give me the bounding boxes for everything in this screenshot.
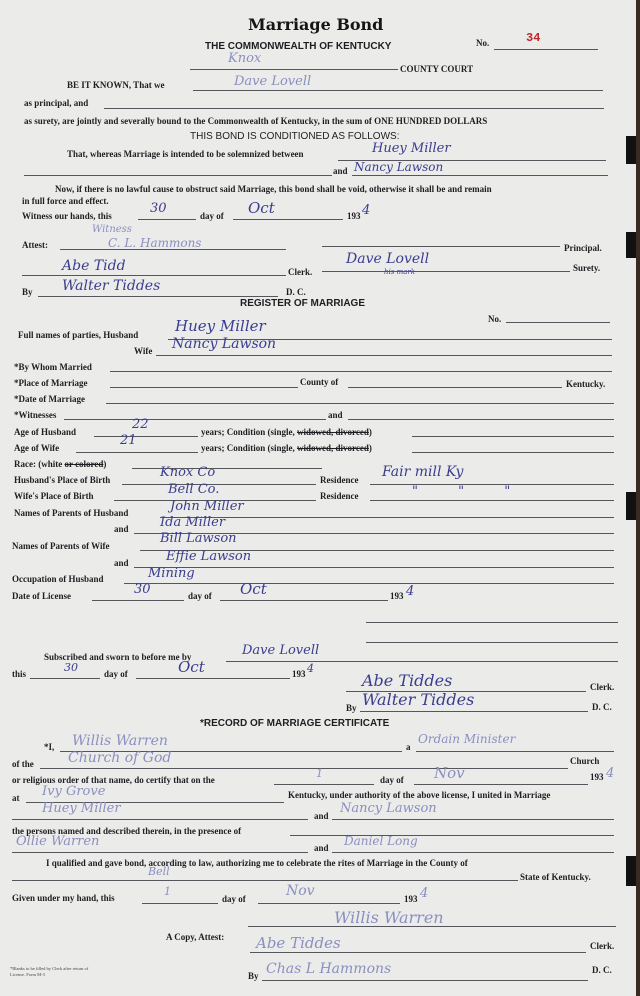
by-whom-line	[110, 371, 612, 372]
cert-month-handwritten: Nov	[434, 764, 465, 782]
cert-year-prefix: 193	[590, 772, 604, 782]
sworn-day-handwritten: 30	[64, 661, 78, 674]
bond-year-handwritten: 4	[362, 203, 371, 218]
cert-persons-named: the persons named and described therein, in the presence of	[12, 826, 242, 836]
cert-day-of: day of	[380, 775, 404, 785]
age-husband-label: Age of Husband	[14, 427, 77, 437]
copy-clerk-line	[250, 952, 586, 953]
as-principal-text: as principal, and	[24, 98, 89, 108]
bond-month-line	[233, 219, 343, 220]
cert-and: and	[314, 811, 329, 821]
cert-persons-line	[290, 835, 614, 836]
license-year-handwritten: 4	[406, 584, 415, 599]
groom-line-2	[24, 175, 332, 176]
age-wife-label: Age of Wife	[14, 443, 60, 453]
date-of-marriage-label: *Date of Marriage	[14, 394, 85, 404]
cert-husband-line	[12, 819, 308, 820]
attest-witness-handwritten: Witness	[92, 224, 132, 235]
full-names-label: Full names of parties, Husband	[18, 330, 139, 340]
bond-clerk-handwritten: Abe Tidd	[62, 258, 126, 274]
mother-wife-handwritten: Effie Lawson	[166, 549, 252, 564]
race-struck: or colored	[64, 459, 104, 469]
principal-signature-handwritten: Dave Lovell	[346, 251, 430, 267]
condition-prefix: years; Condition (single,	[201, 427, 295, 437]
bond-dc-handwritten: Walter Tiddes	[62, 278, 161, 294]
race-suffix: )	[103, 459, 107, 469]
register-no-label: No.	[488, 314, 502, 324]
license-day-handwritten: 30	[134, 582, 151, 597]
occupation-handwritten: Mining	[148, 566, 195, 581]
cert-signature-handwritten: Willis Warren	[334, 908, 444, 927]
cert-and-2: and	[314, 843, 329, 853]
license-month-line	[220, 600, 388, 601]
blank-line-2	[366, 642, 618, 643]
principal-line	[193, 90, 603, 91]
sworn-dc-handwritten: Walter Tiddes	[362, 690, 475, 709]
attest-label: Attest:	[22, 240, 48, 250]
wife-birth-label: Wife's Place of Birth	[14, 491, 94, 501]
age-wife-condition	[201, 443, 372, 453]
conditioned-heading: THIS BOND IS CONDITIONED AS FOLLOWS:	[190, 131, 400, 142]
subscribed-text: Subscribed and sworn to before me by	[44, 652, 192, 662]
sworn-day-of: day of	[104, 669, 128, 679]
bride-line	[352, 175, 608, 176]
mother-husband-handwritten: Ida Miller	[160, 515, 226, 530]
be-it-known-text: BE IT KNOWN, That we	[67, 80, 165, 90]
license-day-of: day of	[188, 591, 212, 601]
sworn-this: this	[12, 669, 27, 679]
bond-by-label: By	[22, 287, 33, 297]
county-line	[190, 69, 398, 70]
sworn-year-handwritten: 4	[307, 662, 314, 675]
sworn-by-label: By	[346, 703, 357, 713]
cert-i-label: *I,	[44, 742, 55, 752]
register-wife-label: Wife	[134, 346, 153, 356]
by-whom-label: *By Whom Married	[14, 362, 92, 372]
principal-sign-line	[322, 246, 560, 247]
copy-clerk-label: Clerk.	[590, 941, 615, 951]
place-label: *Place of Marriage	[14, 378, 88, 388]
license-day-line	[92, 600, 184, 601]
attest-name-handwritten: C. L. Hammons	[108, 236, 202, 250]
cert-year-handwritten: 4	[606, 766, 615, 781]
bond-month-handwritten: Oct	[248, 199, 275, 217]
husband-birth-label: Husband's Place of Birth	[14, 475, 111, 485]
witnesses-line-2	[348, 419, 614, 420]
condition-suffix-2: )	[368, 443, 372, 453]
certificate-heading: *RECORD OF MARRIAGE CERTIFICATE	[200, 718, 390, 729]
bond-dc-line	[38, 296, 278, 297]
copy-by-label: By	[248, 971, 259, 981]
commonwealth-heading: THE COMMONWEALTH OF KENTUCKY	[205, 41, 392, 52]
bond-day-handwritten: 30	[150, 201, 167, 216]
attest-line	[60, 249, 286, 250]
husband-birth-handwritten: Knox Co	[160, 465, 216, 480]
copy-attest-label: A Copy, Attest:	[166, 932, 225, 942]
register-heading: REGISTER OF MARRIAGE	[240, 298, 366, 309]
county-court-label: COUNTY COURT	[400, 64, 474, 74]
sworn-month-line	[136, 678, 290, 679]
bond-dc-label: D. C.	[286, 287, 306, 297]
cert-day-line	[274, 784, 374, 785]
sworn-name-line	[226, 661, 618, 662]
copy-dc-handwritten: Chas L Hammons	[266, 961, 392, 977]
cert-church-handwritten: Church of God	[68, 750, 172, 766]
cert-given-day-line	[142, 903, 218, 904]
bond-clerk-label: Clerk.	[288, 267, 313, 277]
cert-given-year-prefix: 193	[404, 894, 418, 904]
mother-wife-line	[134, 567, 614, 568]
witnesses-label: *Witnesses	[14, 410, 57, 420]
cert-given-year-handwritten: 4	[420, 886, 429, 901]
kentucky-label: Kentucky.	[566, 379, 606, 389]
full-force-text: in full force and effect.	[22, 196, 109, 206]
father-wife-handwritten: Bill Lawson	[160, 531, 237, 546]
place-line	[110, 387, 298, 388]
county-handwritten: Knox	[228, 51, 262, 66]
age-wife-handwritten: 21	[120, 433, 137, 448]
parents-husband-and: and	[114, 524, 129, 534]
cert-witness1-handwritten: Ollie Warren	[16, 834, 100, 849]
cert-wife-handwritten: Nancy Lawson	[340, 801, 437, 816]
sworn-dc-line	[360, 711, 588, 712]
sworn-day-line	[30, 678, 100, 679]
surety-text: as surety, are jointly and severally bound to the Commonwealth of Kentucky, in the sum of ONE HUNDRED DOLLARS	[24, 116, 488, 126]
cert-given: Given under my hand, this	[12, 893, 115, 903]
bond-year-prefix: 193	[347, 211, 361, 221]
sworn-clerk-handwritten: Abe Tiddes	[362, 671, 453, 690]
register-no-line	[506, 322, 610, 323]
cert-given-month-handwritten: Nov	[286, 883, 315, 899]
surety-label: Surety.	[573, 263, 601, 273]
binder-tab-1	[626, 136, 636, 164]
condition-prefix-2: years; Condition (single,	[201, 443, 295, 453]
binder-tab-3	[626, 492, 636, 520]
footnote: *Blanks to be filled by Clerk after return of License. Form M-3	[10, 966, 89, 977]
cert-county-handwritten: Bell	[148, 865, 170, 878]
copy-clerk-handwritten: Abe Tiddes	[256, 934, 341, 952]
cert-minister-handwritten: Willis Warren	[72, 733, 168, 749]
bond-number-label: No.	[476, 38, 490, 48]
residence2-handwritten: " " "	[412, 484, 529, 499]
sworn-month-handwritten: Oct	[178, 658, 205, 676]
age-husband-handwritten: 22	[132, 417, 149, 432]
condition-suffix: )	[368, 427, 372, 437]
copy-dc-label: D. C.	[592, 965, 612, 975]
document-title: Marriage Bond	[248, 15, 384, 34]
bond-day-of-text: day of	[200, 211, 224, 221]
witnesses-line-1	[64, 419, 326, 420]
condition-struck-2: widowed, divorced	[297, 443, 369, 453]
date-of-marriage-line	[106, 403, 614, 404]
sworn-dc-label: D. C.	[592, 702, 612, 712]
and-text: and	[333, 166, 348, 176]
cert-a-label: a	[406, 742, 411, 752]
parents-wife-label: Names of Parents of Wife	[12, 541, 110, 551]
cert-county-line	[12, 880, 518, 881]
parents-husband-label: Names of Parents of Husband	[14, 508, 129, 518]
surety-sign-line	[322, 271, 570, 272]
register-county-line	[348, 387, 562, 388]
age-husband-condition	[201, 427, 372, 437]
cert-given-month-line	[258, 903, 400, 904]
groom-name-handwritten: Huey Miller	[372, 141, 451, 156]
principal-label: Principal.	[564, 243, 602, 253]
register-husband-handwritten: Huey Miller	[175, 317, 266, 335]
now-if-text: Now, if there is no lawful cause to obstruct said Marriage, this bond shall be void, otherwise it shall be and remain	[55, 184, 492, 194]
cert-month-line	[414, 784, 588, 785]
father-husband-line	[160, 517, 614, 518]
principal-name-handwritten: Dave Lovell	[234, 74, 312, 89]
occupation-label: Occupation of Husband	[12, 574, 104, 584]
cert-ky-authority: Kentucky, under authority of the above license, I united in Marriage	[288, 790, 551, 800]
sworn-name-handwritten: Dave Lovell	[242, 643, 320, 658]
cert-witness1-line	[12, 852, 308, 853]
cert-given-day-of: day of	[222, 894, 246, 904]
cert-wife-line	[332, 819, 614, 820]
cert-qualified: I qualified and gave bond, according to law, authorizing me to celebrate the rites of Marriage in the County of	[46, 858, 468, 868]
bond-number-line	[494, 49, 598, 50]
residence2-label: Residence	[320, 491, 359, 501]
cert-church-label: Church	[570, 756, 600, 766]
cert-at-label: at	[12, 793, 20, 803]
cert-day-handwritten: 1	[316, 767, 323, 780]
age-wife-condition-line	[412, 452, 614, 453]
bond-clerk-line	[22, 275, 286, 276]
wife-birth-handwritten: Bell Co.	[168, 482, 220, 497]
cert-place-handwritten: Ivy Grove	[42, 784, 106, 799]
bride-name-handwritten: Nancy Lawson	[354, 160, 444, 174]
age-wife-line	[76, 452, 198, 453]
cert-of-the: of the	[12, 759, 34, 769]
age-husband-condition-line	[412, 436, 614, 437]
occupation-line	[124, 583, 614, 584]
cert-witness2-line	[332, 852, 614, 853]
cert-husband-handwritten: Huey Miller	[42, 801, 121, 816]
register-wife-handwritten: Nancy Lawson	[172, 336, 277, 352]
license-year-prefix: 193	[390, 591, 404, 601]
parents-wife-and: and	[114, 558, 129, 568]
residence-label: Residence	[320, 475, 359, 485]
cert-given-day-handwritten: 1	[164, 885, 171, 898]
witness-hands-text: Witness our hands, this	[22, 211, 112, 221]
race-prefix: Race: (white	[14, 459, 63, 469]
blank-line-1	[366, 622, 618, 623]
copy-dc-line	[262, 980, 588, 981]
cert-witness2-handwritten: Daniel Long	[344, 834, 418, 848]
residence2-line	[370, 500, 614, 501]
date-license-label: Date of License	[12, 591, 71, 601]
cert-church-line	[40, 768, 568, 769]
binder-tab-2	[626, 232, 636, 258]
county-of-label: County of	[300, 377, 339, 387]
principal-mark-handwritten: his mark	[384, 268, 415, 276]
father-husband-handwritten: John Miller	[170, 499, 244, 514]
condition-struck: widowed, divorced	[297, 427, 369, 437]
cert-signature-line	[248, 926, 616, 927]
license-month-handwritten: Oct	[240, 580, 267, 598]
surety-name-line	[104, 108, 604, 109]
sworn-year-prefix: 193	[292, 669, 306, 679]
race-label	[14, 459, 106, 469]
cert-title-handwritten: Ordain Minister	[418, 732, 516, 746]
age-husband-line	[94, 436, 198, 437]
cert-title-line	[416, 751, 614, 752]
binder-tab-4	[626, 856, 636, 886]
bond-number: 34	[526, 31, 541, 45]
sworn-clerk-label: Clerk.	[590, 682, 615, 692]
bond-day-line	[138, 219, 196, 220]
register-wife-line	[156, 355, 612, 356]
witnesses-and: and	[328, 410, 343, 420]
cert-state-ky: State of Kentucky.	[520, 872, 591, 882]
cert-religious-order: or religious order of that name, do certify that on the	[12, 775, 215, 785]
whereas-text: That, whereas Marriage is intended to be solemnized between	[67, 149, 304, 159]
residence-handwritten: Fair mill Ky	[382, 464, 464, 480]
